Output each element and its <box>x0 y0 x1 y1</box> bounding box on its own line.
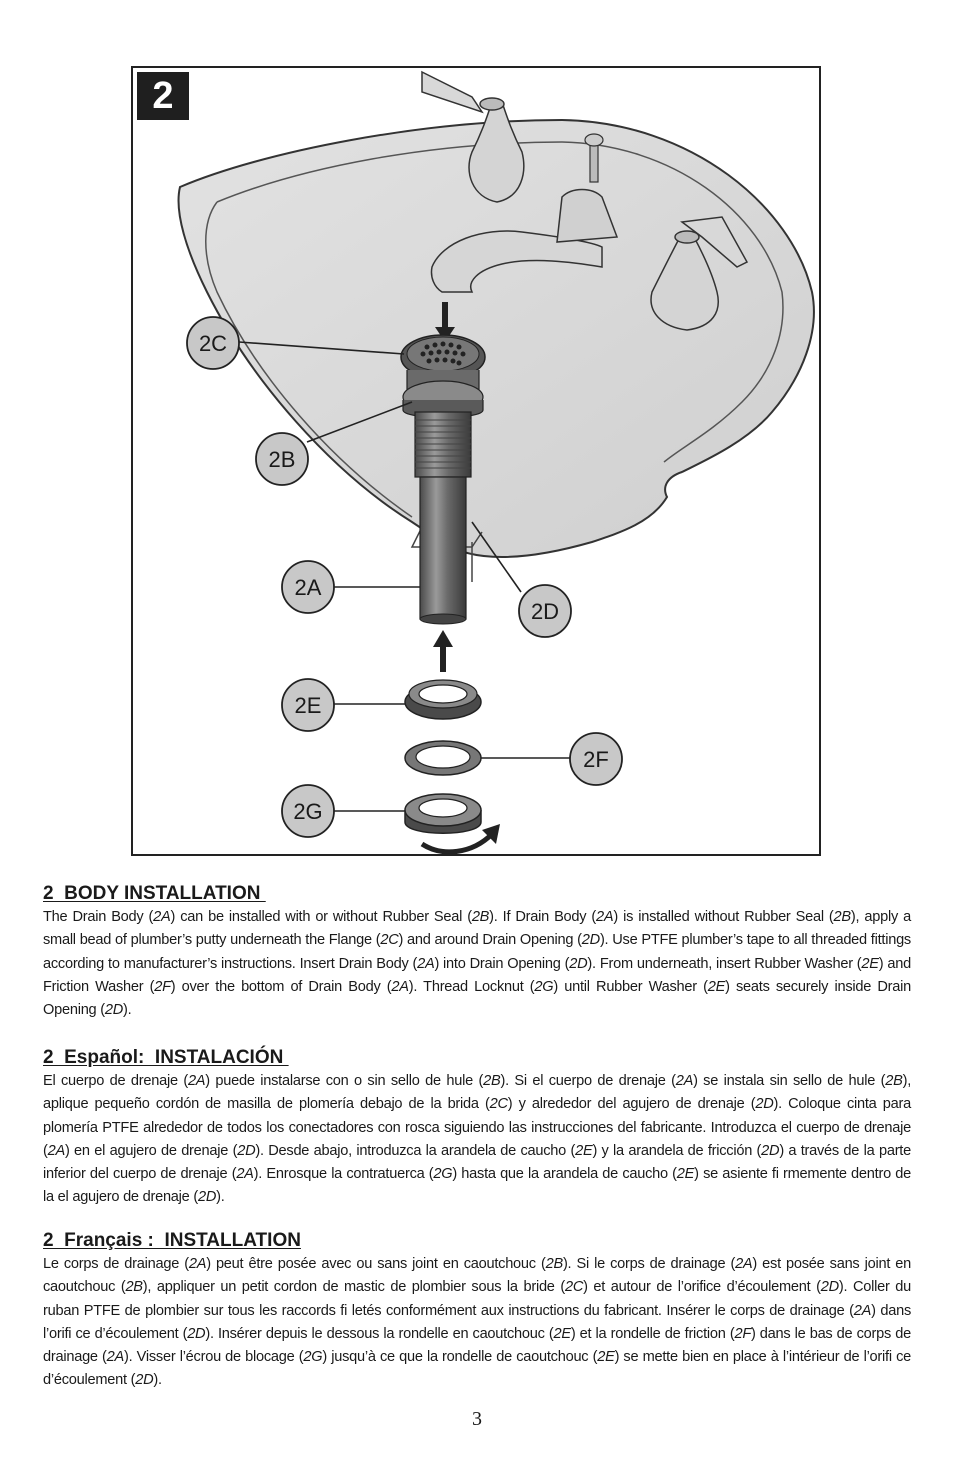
rubber-washer <box>405 680 481 719</box>
page-number: 3 <box>472 1408 482 1430</box>
svg-text:2D: 2D <box>530 599 560 624</box>
arrow-up-icon <box>433 630 453 672</box>
section-body: Le corps de drainage (2A) peut être posée avec ou sans joint en caoutchouc (2B). Si le corps de drainage (2A) est posée sans joint en caoutchouc (2B), appliquer un petit cordon de mastic de plombier sous la bride (2C) et autour de l’orifice d’écoulement (2D). Coller du ruban PTFE de plombier sur tous les raccords fi letés conformément aux instructions du fabricant. Insérer le corps de drainage (2A) dans l’orifi ce d’écoulement (2D). Insérer depuis le dessous la rondelle en caoutchouc (2E) et la rondelle de friction (2F) dans le bas de corps de drainage (2A). Visser l’écrou de blocage (2G) jusqu’à ce que la rondelle de caoutchouc (2E) se mette bien en place à l’intérieur de l’orifi ce d’écoulement (2D). <box>43 1256 912 1389</box>
section-body: The Drain Body (2A) can be installed with or without Rubber Seal (2B). If Drain Body (2A) is installed without Rubber Seal (2B), apply a small bead of plumber’s putty underneath the Flange (2C) and around Drain Opening (2D). Use PTFE plumber’s tape to all threaded fittings according to manufacturer’s instructions. Insert Drain Body (2A) into Drain Opening (2D). From underneath, insert Rubber Washer (2E) and Friction Washer (2F) over the bottom of Drain Body (2A). Thread Locknut (2G) until Rubber Washer (2E) seats securely inside Drain Opening (2D). <box>43 909 911 1019</box>
callout-2E <box>282 679 334 731</box>
section-english <box>43 883 911 1022</box>
section-heading: 2 BODY INSTALLATION <box>43 883 266 904</box>
svg-text:2E: 2E <box>294 693 322 718</box>
callout-2A <box>282 561 334 613</box>
installation-illustration <box>131 66 821 856</box>
svg-text:2C: 2C <box>198 331 228 356</box>
section-heading: 2 Español: INSTALACIÓN <box>43 1047 289 1068</box>
svg-text:2F: 2F <box>583 747 609 772</box>
callout-2B <box>256 433 308 485</box>
svg-text:2B: 2B <box>268 447 296 472</box>
callout-2D <box>519 585 571 637</box>
section-heading: 2 Français : INSTALLATION <box>43 1230 301 1251</box>
step-number-badge: 2 <box>137 72 189 120</box>
sink-drain-diagram <box>133 68 821 856</box>
friction-washer <box>405 741 481 775</box>
section-french <box>43 1230 911 1393</box>
callout-2C <box>187 317 239 369</box>
svg-text:2G: 2G <box>293 799 323 824</box>
svg-text:2A: 2A <box>294 575 322 600</box>
callout-2G <box>282 785 334 837</box>
section-spanish <box>43 1047 911 1210</box>
section-body: El cuerpo de drenaje (2A) puede instalarse con o sin sello de hule (2B). Si el cuerpo de drenaje (2A) se instala sin sello de hule (2B), aplique pequeño cordón de masilla de plomería debajo de la brida (2C) y alrededor del agujero de drenaje (2D). Coloque cinta para plomería PTFE alrededor de todos los conectadores con rosca siguiendo las instrucciones del fabricante. Introduzca el cuerpo de drenaje (2A) en el agujero de drenaje (2D). Desde abajo, introduzca la arandela de caucho (2E) y la arandela de fricción (2D) a través de la parte inferior del cuerpo de drenaje (2A). Enrosque la contratuerca (2G) hasta que la arandela de caucho (2E) se asiente fi rmemente dentro de la el agujero de drenaje (2D). <box>43 1073 912 1206</box>
locknut <box>405 794 481 833</box>
callout-2F <box>570 733 622 785</box>
